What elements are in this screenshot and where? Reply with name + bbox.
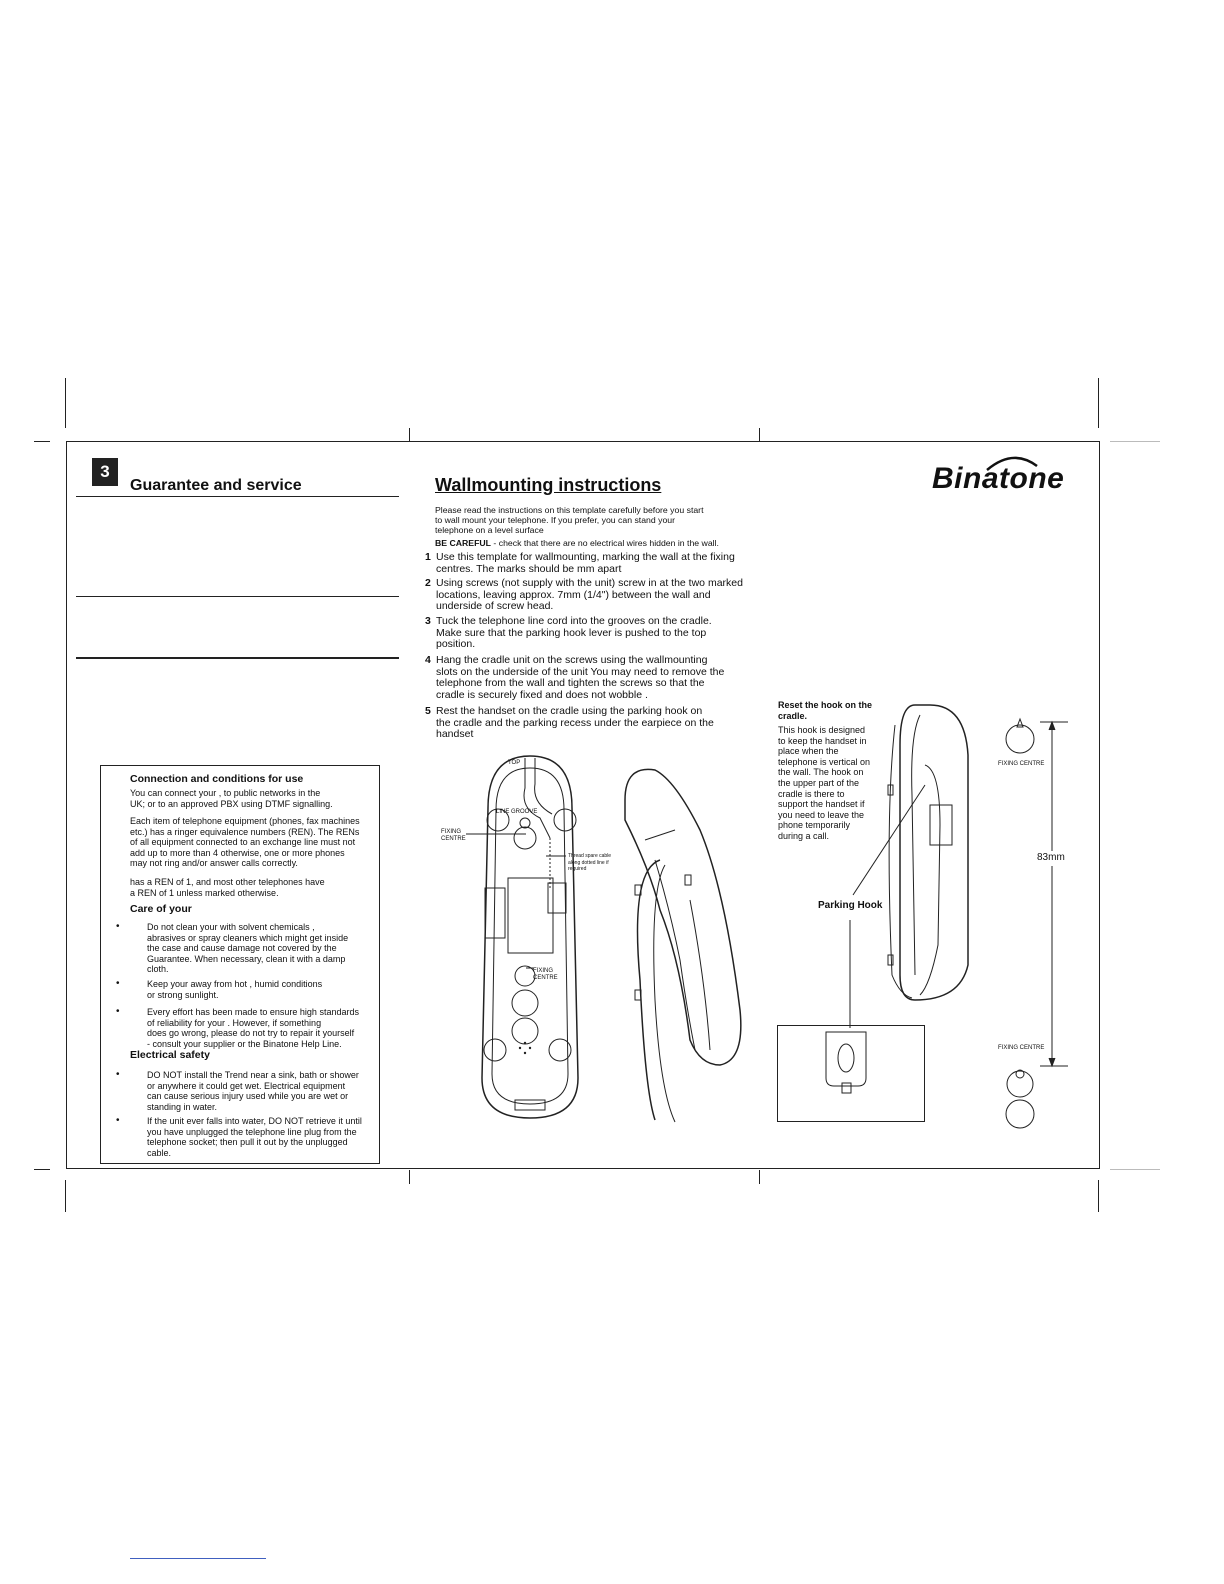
leader-lines <box>466 828 576 978</box>
fixing-centre-label-b: FIXING CENTRE <box>533 968 558 981</box>
care-item-3: Every effort has been made to ensure high standards of reliability for your . However, if something does go wrong, please do not try to repair it yourself - consult your supplier or the Binatone Help Line. <box>147 1007 359 1049</box>
fixing-template-marks <box>1000 714 1080 1134</box>
care-item-2: Keep your away from hot , humid conditions or strong sunlight. <box>147 979 323 1000</box>
crop-mark <box>1110 441 1160 442</box>
step-5: 5 Rest the handset on the cradle using the parking hook on the cradle and the parking recess under the earpiece on the handset <box>425 705 714 740</box>
top-label: TOP <box>508 760 521 766</box>
crop-mark <box>1110 1169 1160 1170</box>
wallmount-title: Wallmounting instructions <box>435 475 662 495</box>
step-4: 4 Hang the cradle unit on the screws using the wallmounting slots on the underside of the unit You may need to remove the telephone from the wall and tighten the screws so that the cradle is securely fixed and does not wobble . <box>425 654 725 701</box>
bullet: • <box>116 1069 120 1080</box>
parking-hook-label: Parking Hook <box>818 900 883 911</box>
crop-mark <box>65 1180 66 1212</box>
logo-swoosh <box>985 452 1045 472</box>
electrical-item-2: If the unit ever falls into water, DO NOT retrieve it until you have unplugged the telephone line plug from the telephone socket; then pull it out by the unplugged cable. <box>147 1116 362 1158</box>
careful-note: BE CAREFUL - check that there are no electrical wires hidden in the wall. <box>435 538 719 548</box>
section-title: Guarantee and service <box>130 477 302 494</box>
crop-mark <box>409 1170 410 1184</box>
divider <box>76 657 399 659</box>
hook-heading: Reset the hook on the cradle. <box>778 700 873 721</box>
hook-text: This hook is designed to keep the handset in place when the telephone is vertical on the wall. The hook on the upper part of the cradle is there to support the handset if you need to leave the phone temporarily during a call. <box>778 725 871 841</box>
section-number: 3 <box>92 458 118 486</box>
connection-text-1: You can connect your , to public networks in the UK; or to an approved PBX using DTMF signalling. <box>130 788 333 809</box>
fixing-centre-label-a: FIXING CENTRE <box>441 829 466 842</box>
footer-link-line <box>130 1558 266 1559</box>
wallmount-intro: Please read the instructions on this template carefully before you start to wall mount your telephone. If you prefer, you can stand your telephone on a level surface <box>435 505 704 535</box>
divider <box>76 596 399 597</box>
step-1: 1 Use this template for wallmounting, marking the wall at the fixing centres. The marks should be mm apart <box>425 551 735 575</box>
crop-mark <box>34 441 50 442</box>
connection-heading: Connection and conditions for use <box>130 773 304 785</box>
care-item-1: Do not clean your with solvent chemicals , abrasives or spray cleaners which might get inside the case and cause damage not covered by the Guarantee. When necessary, clean it with a damp cloth. <box>147 922 349 975</box>
distance-label: 83mm <box>1037 851 1065 866</box>
fixing-centre-bottom: FIXING CENTRE <box>998 1045 1045 1051</box>
crop-mark <box>34 1169 50 1170</box>
fixing-centre-top: FIXING CENTRE <box>998 761 1045 767</box>
crop-mark <box>1098 378 1099 428</box>
crop-mark <box>65 378 66 428</box>
connection-text-3: has a REN of 1, and most other telephones have a REN of 1 unless marked otherwise. <box>130 877 325 898</box>
connection-text-2: Each item of telephone equipment (phones, fax machines etc.) has a ringer equivalence numbers (REN). The RENs of all equipment connected to an exchange line must not add up to more than 4 otherwise, one or more phones may not ring and/or answer calls correctly. <box>130 816 360 869</box>
care-heading: Care of your <box>130 903 192 915</box>
step-3: 3 Tuck the telephone line cord into the grooves on the cradle. Make sure that the parking hook lever is pushed to the top position. <box>425 615 712 650</box>
line-groove-label: LINE GROOVE <box>496 809 538 815</box>
bullet: • <box>116 921 120 932</box>
bullet: • <box>116 1006 120 1017</box>
step-2: 2 Using screws (not supply with the unit) screw in at the two marked locations, leaving approx. 7mm (1/4") between the wall and underside of screw head. <box>425 577 743 612</box>
divider <box>76 496 399 497</box>
crop-mark <box>759 428 760 441</box>
brand-logo: Binatone <box>932 462 1065 495</box>
crop-mark <box>1098 1180 1099 1212</box>
electrical-heading: Electrical safety <box>130 1049 210 1061</box>
handset-side-illustration <box>615 760 755 1130</box>
electrical-item-1: DO NOT install the Trend near a sink, bath or shower or anywhere it could get wet. Electrical equipment can cause serious injury used while you are wet or standing in water. <box>147 1070 359 1112</box>
bullet: • <box>116 1115 120 1126</box>
bullet: • <box>116 978 120 989</box>
crop-mark <box>409 428 410 441</box>
parking-hook-detail <box>822 1028 872 1098</box>
thread-note: Thread spare cable along dotted line if required <box>568 853 612 872</box>
crop-mark <box>759 1170 760 1184</box>
